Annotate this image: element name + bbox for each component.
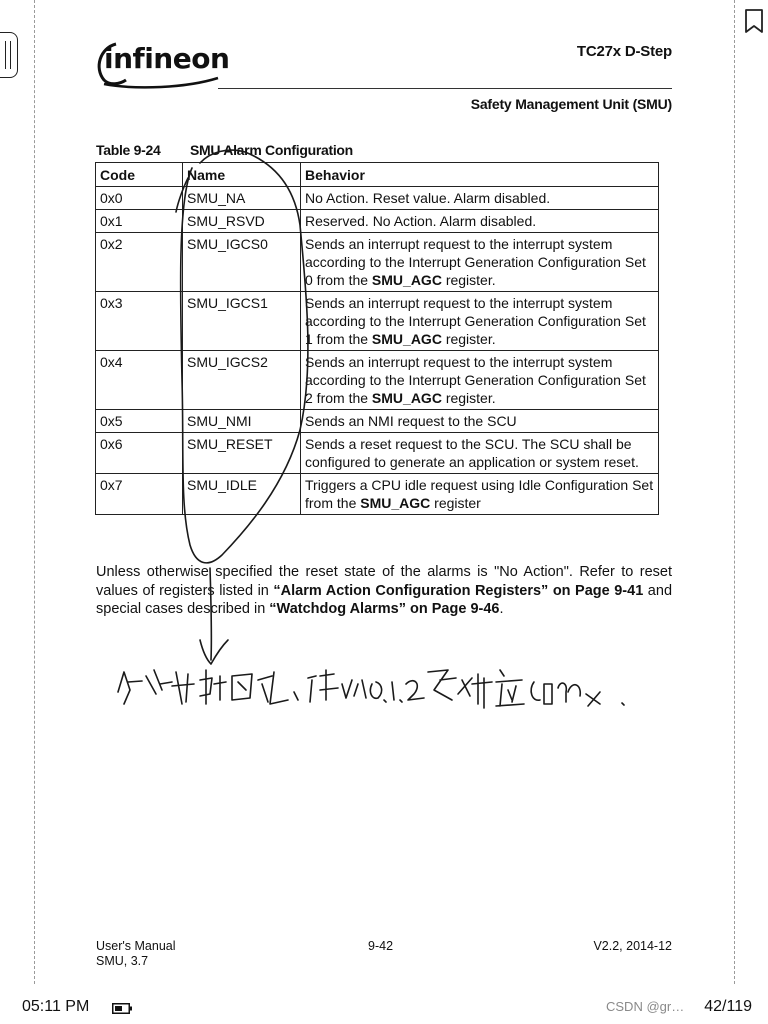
infineon-logo <box>96 38 230 90</box>
text-run: Sends a reset request to the SCU. The SCU shall be configured to generate an application or system reset. <box>305 436 639 470</box>
cell-name: SMU_RSVD <box>183 210 301 233</box>
bold-reference: “Alarm Action Configuration Registers” on Page 9-41 <box>273 582 644 599</box>
cell-behavior <box>301 233 659 292</box>
cell-name: SMU_NA <box>183 187 301 210</box>
cell-behavior <box>301 187 659 210</box>
table-row <box>96 292 659 351</box>
cell-code: 0x3 <box>96 292 183 351</box>
text-run: . <box>499 601 504 617</box>
text-run: Sends an interrupt request to the interrupt system according to the Interrupt Generation Configuration Set 1 from the <box>305 295 646 347</box>
bold-reference: SMU_AGC <box>371 272 442 288</box>
bookmark-icon[interactable] <box>743 8 765 34</box>
manual-label: User's Manual <box>96 939 176 953</box>
cell-behavior <box>301 474 659 515</box>
cell-behavior <box>301 433 659 474</box>
column-header-name: Name <box>183 163 301 187</box>
table-header-row <box>96 163 659 187</box>
text-run: Sends an interrupt request to the interrupt system according to the Interrupt Generation Configuration Set 2 from the <box>305 354 646 406</box>
table-row <box>96 187 659 210</box>
cell-code: 0x6 <box>96 433 183 474</box>
cell-behavior <box>301 351 659 410</box>
source-watermark: CSDN @gr… <box>606 999 685 1014</box>
text-run: No Action. Reset value. Alarm disabled. <box>305 190 551 206</box>
text-run: register <box>430 495 481 511</box>
table-caption <box>96 142 353 158</box>
cell-code: 0x1 <box>96 210 183 233</box>
footer-version: V2.2, 2014-12 <box>593 939 672 953</box>
bold-reference: “Watchdog Alarms” on Page 9-46 <box>269 601 500 617</box>
text-run: Sends an interrupt request to the interrupt system according to the Interrupt Generation Configuration Set 0 from the <box>305 236 646 288</box>
table-number: Table 9-24 <box>96 142 161 158</box>
table-row <box>96 410 659 433</box>
status-time: 05:11 PM <box>22 998 90 1015</box>
section-label: SMU, 3.7 <box>96 954 149 968</box>
cell-code: 0x2 <box>96 233 183 292</box>
footer-page-number: 9-42 <box>368 939 394 953</box>
logo-text: infineon <box>104 42 230 75</box>
panel-handle-icon[interactable] <box>0 32 18 78</box>
table-row <box>96 351 659 410</box>
text-run: Triggers a CPU idle request using Idle Configuration Set from the <box>305 477 654 511</box>
cell-name: SMU_IGCS2 <box>183 351 301 410</box>
text-run: Unless otherwise specified the reset state of the alarms is "No Action". Refer to reset values of registers listed in <box>96 564 672 599</box>
text-run: register. <box>441 390 496 406</box>
cell-name: SMU_IDLE <box>183 474 301 515</box>
table-row <box>96 233 659 292</box>
alarm-configuration-table <box>95 162 659 515</box>
bold-reference: SMU_AGC <box>360 495 431 511</box>
cell-name: SMU_IGCS0 <box>183 233 301 292</box>
cell-code: 0x0 <box>96 187 183 210</box>
column-header-code: Code <box>96 163 183 187</box>
page-indicator[interactable]: 42/119 <box>704 998 752 1015</box>
chapter-title: Safety Management Unit (SMU) <box>470 96 672 112</box>
text-run: and special cases described in <box>96 582 673 617</box>
text-run: Reserved. No Action. Alarm disabled. <box>305 213 537 229</box>
table-row <box>96 433 659 474</box>
column-header-behavior: Behavior <box>301 163 659 187</box>
left-margin-guide <box>34 0 35 984</box>
right-margin-guide <box>734 0 735 984</box>
cell-name: SMU_NMI <box>183 410 301 433</box>
battery-icon <box>112 1003 132 1014</box>
table-title: SMU Alarm Configuration <box>190 142 353 158</box>
text-run: register. <box>441 272 496 288</box>
text-run: register. <box>441 331 496 347</box>
cell-name: SMU_IGCS1 <box>183 292 301 351</box>
bold-reference: SMU_AGC <box>371 390 442 406</box>
table-row <box>96 210 659 233</box>
cell-code: 0x4 <box>96 351 183 410</box>
cell-behavior <box>301 410 659 433</box>
document-title: TC27x D-Step <box>576 43 672 60</box>
table-row <box>96 474 659 515</box>
header-rule <box>218 88 672 89</box>
footer-left <box>96 939 176 969</box>
cell-behavior <box>301 292 659 351</box>
body-paragraph <box>96 563 672 619</box>
cell-code: 0x5 <box>96 410 183 433</box>
cell-behavior <box>301 210 659 233</box>
text-run: Sends an NMI request to the SCU <box>305 413 517 429</box>
cell-code: 0x7 <box>96 474 183 515</box>
bold-reference: SMU_AGC <box>371 331 442 347</box>
cell-name: SMU_RESET <box>183 433 301 474</box>
